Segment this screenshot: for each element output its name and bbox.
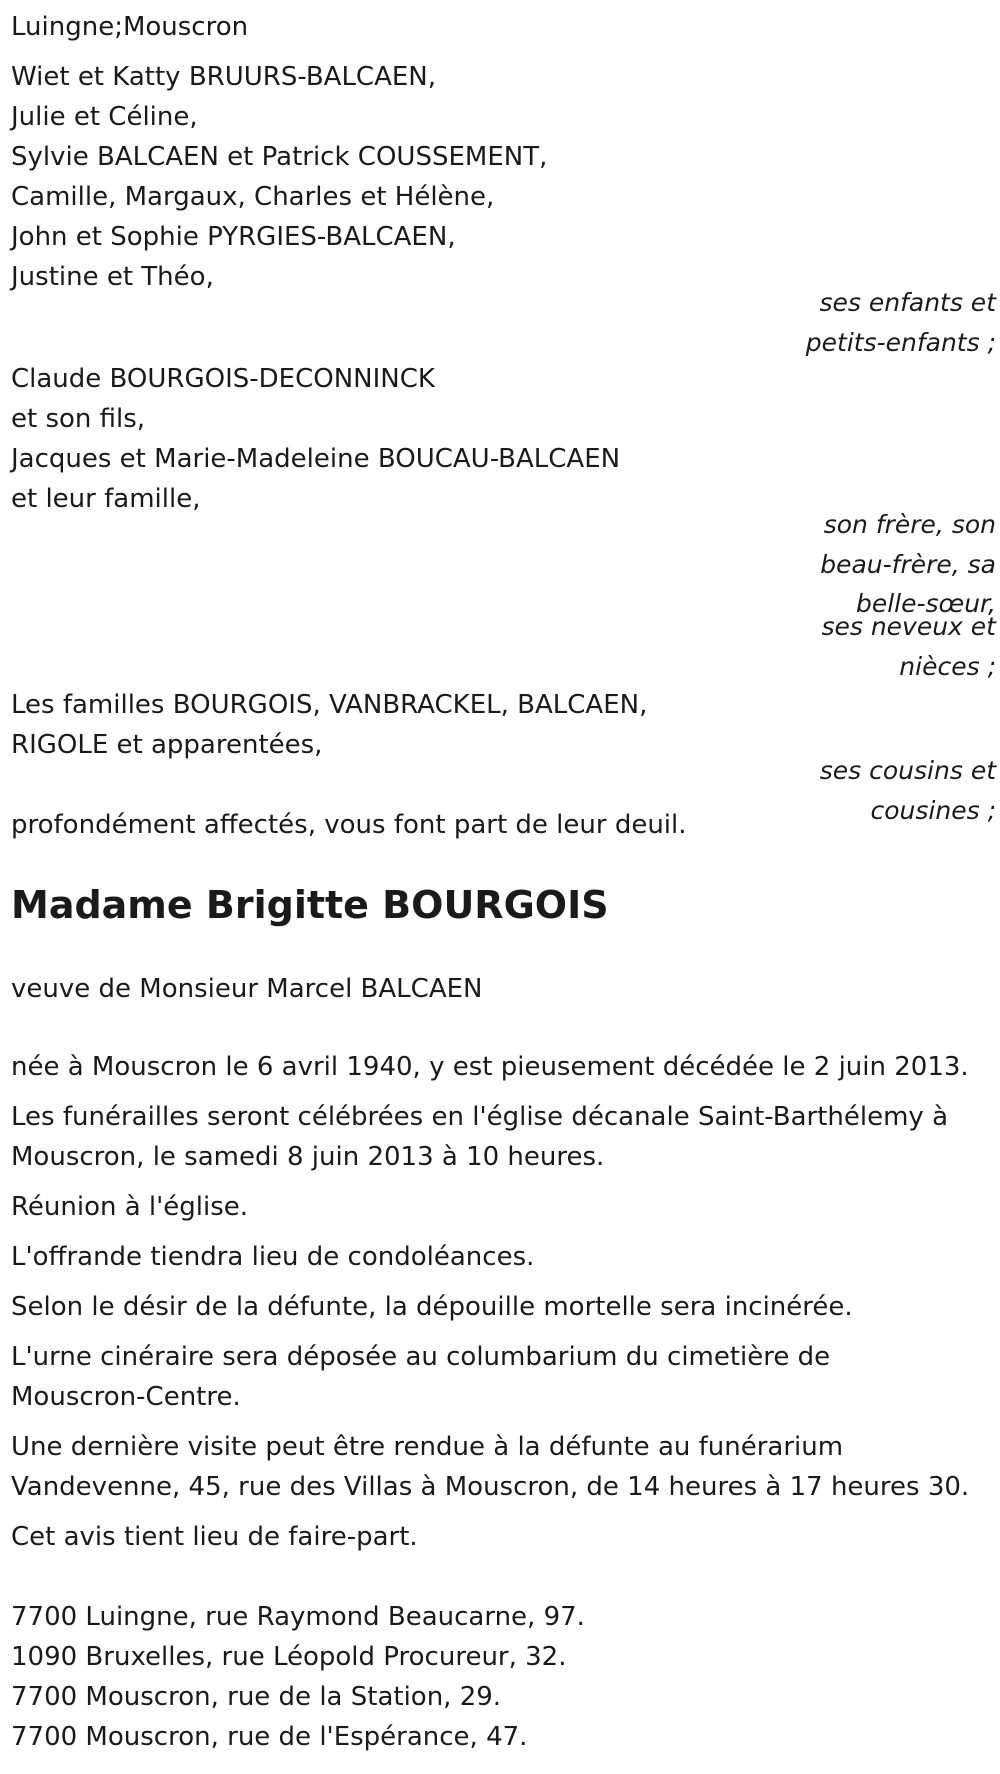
family-line: Jacques et Marie-Madeleine BOUCAU-BALCAEN <box>11 444 621 474</box>
family-line: Julie et Céline, <box>11 102 198 132</box>
role-label: ses neveux et <box>821 612 996 641</box>
address-line: 7700 Luingne, rue Raymond Beaucarne, 97. <box>11 1602 585 1632</box>
role-label: son frère, son <box>823 510 996 539</box>
detail-line: née à Mouscron le 6 avril 1940, y est pieusement décédée le 2 juin 2013. <box>11 1052 969 1082</box>
family-line: et son fils, <box>11 404 146 434</box>
detail-line: Vandevenne, 45, rue des Villas à Mouscron, de 14 heures à 17 heures 30. <box>11 1472 970 1502</box>
family-closing: profondément affectés, vous font part de leur deuil. <box>11 810 687 840</box>
detail-line: L'urne cinéraire sera déposée au columbarium du cimetière de <box>11 1342 831 1372</box>
role-label: ses enfants et <box>819 288 996 317</box>
role-label: ses cousins et <box>819 756 996 785</box>
detail-line: Une dernière visite peut être rendue à la défunte au funérarium <box>11 1432 844 1462</box>
address-line: 1090 Bruxelles, rue Léopold Procureur, 32. <box>11 1642 567 1672</box>
family-line: RIGOLE et apparentées, <box>11 730 323 760</box>
role-label: nièces ; <box>899 652 996 681</box>
family-line: Sylvie BALCAEN et Patrick COUSSEMENT, <box>11 142 548 172</box>
family-line: Les familles BOURGOIS, VANBRACKEL, BALCAEN, <box>11 690 648 720</box>
detail-line: Cet avis tient lieu de faire-part. <box>11 1522 418 1552</box>
detail-line: Les funérailles seront célébrées en l'église décanale Saint-Barthélemy à <box>11 1102 949 1132</box>
detail-line: Mouscron-Centre. <box>11 1382 241 1412</box>
address-line: 7700 Mouscron, rue de la Station, 29. <box>11 1682 502 1712</box>
role-label: beau-frère, sa <box>820 550 996 579</box>
detail-line: Selon le désir de la défunte, la dépouille mortelle sera incinérée. <box>11 1292 853 1322</box>
family-line: et leur famille, <box>11 484 201 514</box>
widow-of: veuve de Monsieur Marcel BALCAEN <box>11 974 483 1004</box>
detail-line: Mouscron, le samedi 8 juin 2013 à 10 heures. <box>11 1142 605 1172</box>
role-label: belle-sœur, <box>855 589 996 618</box>
address-line: 7700 Mouscron, rue de l'Espérance, 47. <box>11 1722 528 1752</box>
role-label: petits-enfants ; <box>805 328 996 357</box>
family-line: Justine et Théo, <box>11 262 214 292</box>
deceased-name: Madame Brigitte BOURGOIS <box>11 883 609 927</box>
detail-line: Réunion à l'église. <box>11 1192 249 1222</box>
role-label: cousines ; <box>870 796 996 825</box>
family-line: Wiet et Katty BRUURS-BALCAEN, <box>11 62 437 92</box>
header-locations: Luingne;Mouscron <box>11 12 249 42</box>
family-line: Claude BOURGOIS-DECONNINCK <box>11 364 435 394</box>
family-line: Camille, Margaux, Charles et Hélène, <box>11 182 495 212</box>
family-line: John et Sophie PYRGIES-BALCAEN, <box>11 222 456 252</box>
detail-line: L'offrande tiendra lieu de condoléances. <box>11 1242 535 1272</box>
